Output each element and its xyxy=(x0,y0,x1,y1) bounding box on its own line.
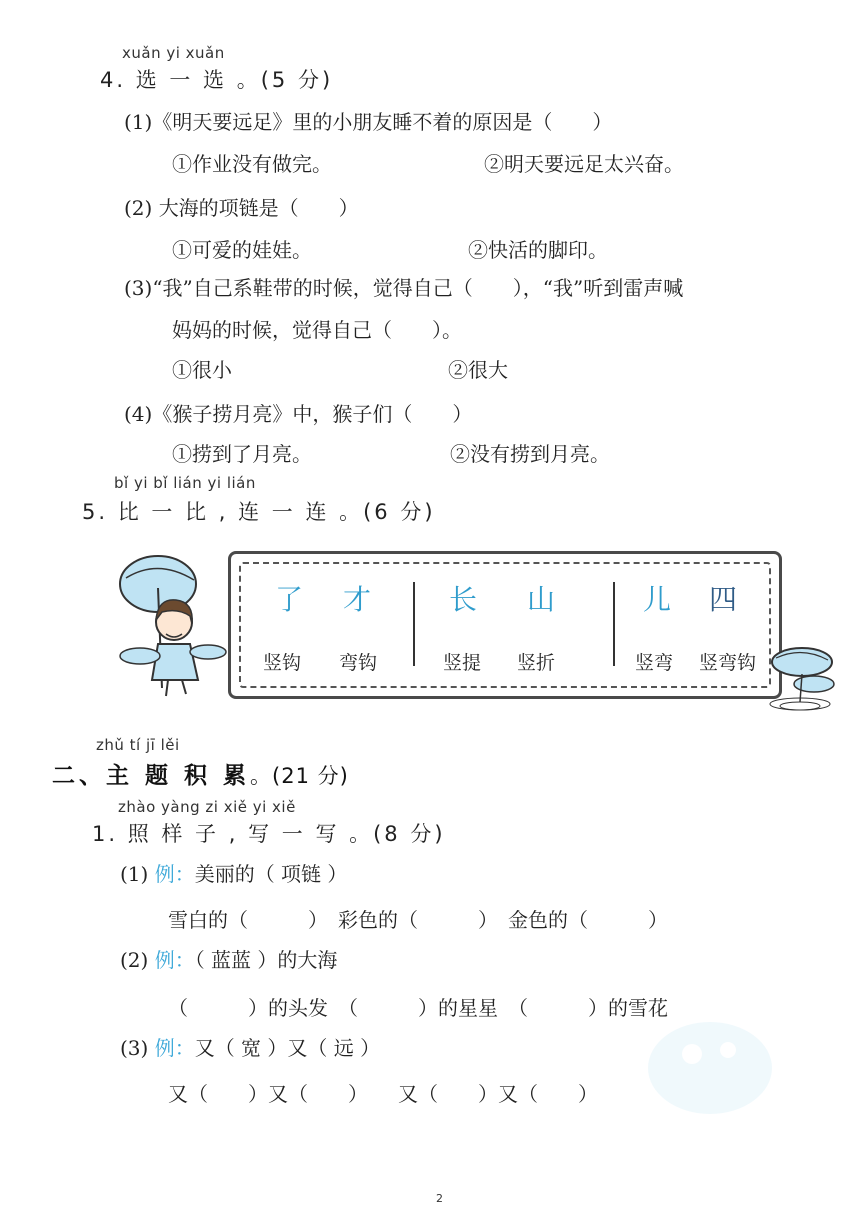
s2q1-item3-answer-line: 又（ ）又（ ） 又（ ）又（ ） xyxy=(168,1082,598,1106)
example-text: 又（ 宽 ）又（ 远 ） xyxy=(194,1036,381,1060)
item-number: (3) xyxy=(120,1036,149,1060)
stroke-matching-dashed-frame xyxy=(239,562,771,688)
q4-heading: 4. 选 一 选 。(5 分) xyxy=(100,68,334,92)
lotus-leaf-decoration xyxy=(762,640,836,716)
q4-item1-option1: ①作业没有做完。 xyxy=(172,152,332,176)
match-char: 四 xyxy=(709,583,738,616)
stroke-name: 竖弯 xyxy=(635,652,674,674)
s2q1-item1-answer-line: 雪白的（ ） 彩色的（ ） 金色的（ ） xyxy=(168,908,668,932)
stroke-matching-box xyxy=(228,551,782,699)
stroke-name: 竖提 xyxy=(443,652,482,674)
q4-item3-stem: (3)“我”自己系鞋带的时候，觉得自己（ ），“我”听到雷声喊 xyxy=(124,276,684,300)
q4-item3-stem-cont: 妈妈的时候，觉得自己（ ）。 xyxy=(172,318,462,342)
q4-item4-option1: ①捞到了月亮。 xyxy=(172,442,312,466)
q5-heading: 5. 比 一 比 , 连 一 连 。(6 分) xyxy=(82,500,436,524)
s2q1-item2-answer-line: （ ）的头发 （ ）的星星 （ ）的雪花 xyxy=(168,996,668,1020)
q4-item2-stem: (2) 大海的项链是（ ） xyxy=(124,196,359,220)
q4-item3-option1: ①很小 xyxy=(172,358,232,382)
girl-with-leaf-umbrella-illustration xyxy=(118,548,228,698)
page-number: 2 xyxy=(436,1192,443,1205)
match-char: 儿 xyxy=(643,583,672,616)
q5-pinyin: bǐ yi bǐ lián yi lián xyxy=(114,474,256,492)
example-label: 例： xyxy=(154,1036,195,1060)
q4-item2-option2: ②快活的脚印。 xyxy=(468,238,608,262)
group-divider xyxy=(413,582,415,666)
stroke-name: 竖钩 xyxy=(263,652,302,674)
s2q1-heading: 1. 照 样 子 , 写 一 写 。(8 分) xyxy=(92,822,446,846)
stroke-name: 竖弯钩 xyxy=(699,652,757,674)
s2q1-item3-example xyxy=(120,1032,380,1061)
q4-item1-option2: ②明天要远足太兴奋。 xyxy=(484,152,684,176)
example-text: （ 蓝蓝 ）的大海 xyxy=(194,948,338,972)
item-number: (2) xyxy=(120,948,149,972)
section2-title-text: 二、主 题 积 累 xyxy=(52,763,251,789)
section2-title xyxy=(52,757,349,790)
example-label: 例： xyxy=(154,862,195,886)
example-text: 美丽的（ 项链 ） xyxy=(194,862,348,886)
s2q1-pinyin: zhào yàng zi xiě yi xiě xyxy=(118,798,296,816)
faint-watermark-graphic xyxy=(640,1010,780,1120)
match-char: 长 xyxy=(449,583,478,616)
stroke-name: 竖折 xyxy=(517,652,556,674)
item-number: (1) xyxy=(120,862,149,886)
q4-pinyin: xuǎn yi xuǎn xyxy=(122,44,225,62)
match-char: 了 xyxy=(275,583,304,616)
match-char: 才 xyxy=(343,583,372,616)
q4-item4-option2: ②没有捞到月亮。 xyxy=(450,442,610,466)
q4-item1-stem: (1)《明天要远足》里的小朋友睡不着的原因是（ ） xyxy=(124,110,613,134)
s2q1-item2-example xyxy=(120,944,337,973)
group-divider xyxy=(613,582,615,666)
example-label: 例： xyxy=(154,948,195,972)
s2q1-item1-example xyxy=(120,858,347,887)
match-char: 山 xyxy=(527,583,556,616)
section2-pinyin: zhǔ tí jī lěi xyxy=(96,736,180,754)
q4-item2-option1: ①可爱的娃娃。 xyxy=(172,238,312,262)
q4-item4-stem: (4)《猴子捞月亮》中，猴子们（ ） xyxy=(124,402,473,426)
section2-points: 。(21 分) xyxy=(250,764,349,788)
q4-item3-option2: ②很大 xyxy=(448,358,508,382)
stroke-name: 弯钩 xyxy=(339,652,378,674)
